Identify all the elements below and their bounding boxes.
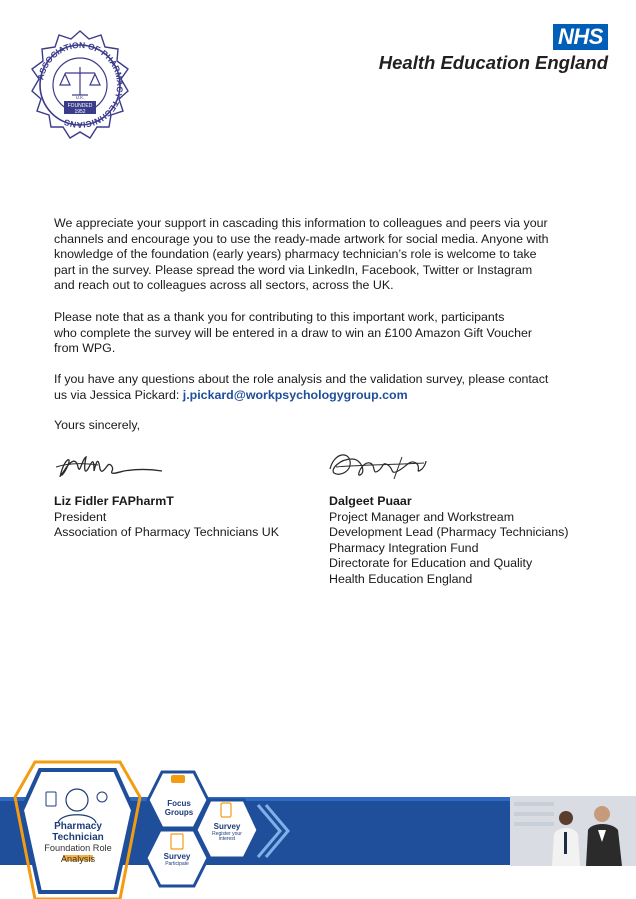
label-title: Survey xyxy=(163,852,191,861)
hexagon-main-subtitle: Analysis xyxy=(60,854,96,864)
focus-groups-label xyxy=(159,800,199,817)
hexagon-main-label xyxy=(29,821,127,865)
paragraph-line: We appreciate your support in cascading this information to colleagues and peers via your xyxy=(54,216,548,230)
signature-liz-fidler xyxy=(54,449,166,485)
signatory-title: Association of Pharmacy Technicians UK xyxy=(54,525,279,540)
label-line: Groups xyxy=(164,807,194,817)
hexagon-main-title: Pharmacy Technician xyxy=(52,821,104,843)
paragraph-prize-draw xyxy=(54,310,584,357)
signatory-title: Health Education England xyxy=(329,571,473,586)
paragraph-line: channels and encourage you to use the ready-made artwork for social media. Anyone with xyxy=(54,231,549,246)
svg-text:FOUNDED: FOUNDED xyxy=(67,103,93,109)
label-title: Survey xyxy=(213,822,241,831)
paragraph-line: part in the survey. Please spread the word via LinkedIn, Facebook, Twitter or Instagram xyxy=(54,262,533,277)
organisation-name: Health Education England xyxy=(378,52,608,73)
paragraph-contact xyxy=(54,372,584,403)
signatory-title: Pharmacy Integration Fund xyxy=(329,540,479,555)
svg-text:U.K.: U.K. xyxy=(75,95,85,100)
nhs-logo: NHS xyxy=(553,24,608,50)
paragraph-line: Please note that as a thank you for contributing to this important work, participants xyxy=(54,310,505,324)
paragraph-cascade xyxy=(54,216,584,294)
signatory-title: Project Manager and Workstream xyxy=(329,509,515,524)
paragraph-line: us via Jessica Pickard: xyxy=(54,387,183,402)
survey-register-label xyxy=(204,823,250,842)
signatory-title: Directorate for Education and Quality xyxy=(329,556,533,571)
signatory-block-president xyxy=(54,494,279,541)
signatory-name: Dalgeet Puaar xyxy=(329,494,412,508)
survey-participate-label xyxy=(154,853,200,867)
paragraph-line: from WPG. xyxy=(54,341,116,356)
signatory-block-project-manager xyxy=(329,494,568,588)
paragraph-line: knowledge of the foundation (early years) pharmacy technician’s role is welcome to take xyxy=(54,247,537,262)
pharmacy-staff-photo xyxy=(510,796,636,866)
label-subtitle: Register your interest xyxy=(212,830,242,842)
apt-seal-logo xyxy=(27,23,133,151)
signatory-title: Development Lead (Pharmacy Technicians) xyxy=(329,525,569,540)
contact-email-link[interactable]: j.pickard@workpsychologygroup.com xyxy=(182,387,408,402)
signatory-title: President xyxy=(54,509,107,524)
closing: Yours sincerely, xyxy=(54,418,141,432)
svg-text:ASSOCIATION OF PHARMACY TECHNI: ASSOCIATION OF PHARMACY TECHNICIANS xyxy=(35,39,126,131)
hexagon-main-subtitle: Foundation Role xyxy=(44,843,112,853)
signature-dalgeet-puaar xyxy=(326,449,428,485)
label-line: Focus xyxy=(167,799,191,808)
paragraph-line: If you have any questions about the role analysis and the validation survey, please contact xyxy=(54,372,549,386)
label-subtitle: Participate xyxy=(165,860,189,867)
paragraph-line: who complete the survey will be entered in a draw to win an £100 Amazon Gift Voucher xyxy=(54,325,532,340)
signatory-name: Liz Fidler FAPharmT xyxy=(54,494,174,508)
svg-text:1952: 1952 xyxy=(74,109,86,115)
paragraph-line: and reach out to colleagues across all sectors, across the UK. xyxy=(54,278,394,293)
